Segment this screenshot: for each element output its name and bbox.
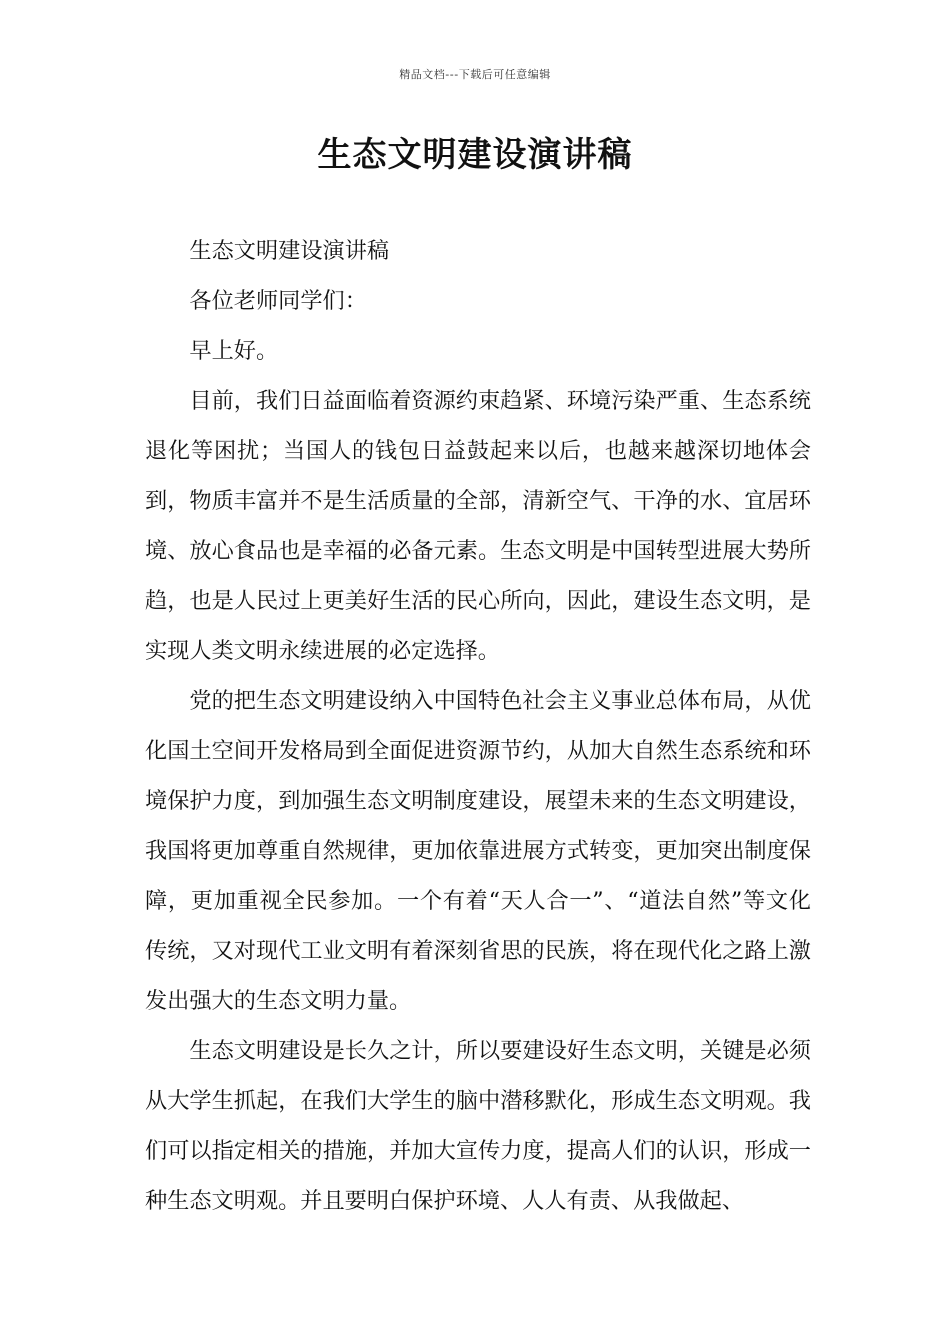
header-note: 精品文档---下载后可任意编辑 [399,68,551,81]
paragraph: 各位老师同学们： [189,288,367,314]
paragraph: 党的把生态文明建设纳入中国特色社会主义事业总体布局，从优化国土空间开发格局到全面促进资源节约，从加大自然生态系统和环境保护力度，到加强生态文明制度建设，展望未来的生态文明建设，我国将更加尊重自然规律，更加依靠进展方式转变，更加突出制度保障，更加重视全民参加。一个有着“天人合一”、“道法自然”等文化传统，又对现代工业文明有着深刻省思的民族，将在现代化之路上激发出强大的生态文明力量。 [145,688,811,1014]
paragraph: 目前，我们日益面临着资源约束趋紧、环境污染严重、生态系统退化等困扰；当国人的钱包日益鼓起来以后，也越来越深切地体会到，物质丰富并不是生活质量的全部，清新空气、干净的水、宜居环境、放心食品也是幸福的必备元素。生态文明是中国转型进展大势所趋，也是人民过上更美好生活的民心所向，因此，建设生态文明，是实现人类文明永续进展的必定选择。 [145,388,811,664]
paragraph: 生态文明建设是长久之计，所以要建设好生态文明，关键是必须从大学生抓起，在我们大学生的脑中潜移默化，形成生态文明观。我们可以指定相关的措施，并加大宣传力度，提高人们的认识，形成一种生态文明观。并且要明白保护环境、人人有责、从我做起、 [145,1038,811,1214]
document-body [145,226,811,1226]
paragraph: 生态文明建设演讲稿 [189,238,390,264]
document-title: 生态文明建设演讲稿 [317,135,633,175]
paragraph: 早上好。 [189,338,279,364]
